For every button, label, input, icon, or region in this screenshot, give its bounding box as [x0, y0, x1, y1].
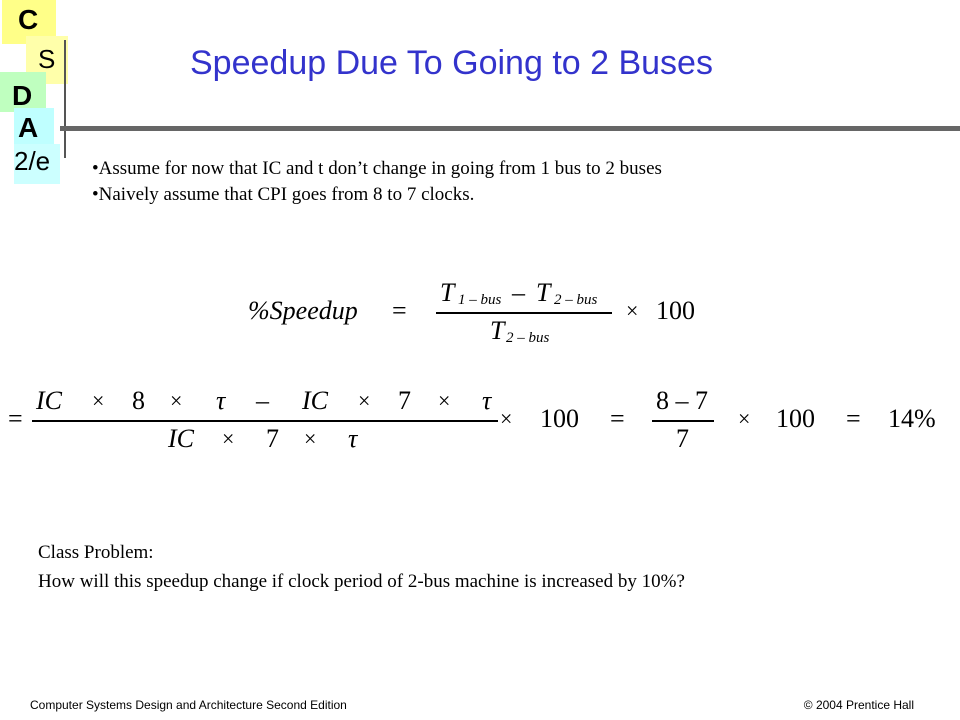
eq2-den-7: 7 [266, 424, 279, 453]
eq2-num-times3: × [358, 388, 371, 413]
eq2-equals: = [8, 404, 23, 433]
eq2-frac-den: 7 [676, 424, 689, 453]
logo-letter-c: C [18, 4, 39, 35]
eq2-frac-num: 8 – 7 [656, 386, 708, 415]
eq2-equals-c: = [846, 404, 861, 433]
eq2-small-fraction-bar [652, 420, 714, 422]
eq2-fraction-bar [32, 420, 498, 422]
eq1-num-sub1: 1 – bus [458, 292, 502, 308]
eq2-num-times1: × [92, 388, 105, 413]
eq1-den-sub: 2 – bus [506, 330, 550, 346]
eq1-fraction-bar [436, 312, 612, 314]
eq1-num-t2: T [536, 278, 551, 307]
eq2-den-ic: IC [168, 424, 194, 453]
class-problem-question: How will this speedup change if clock period of 2-bus machine is increased by 10%? [38, 571, 685, 592]
eq1-hundred: 100 [656, 296, 695, 325]
eq2-num-tau2: τ [482, 386, 492, 415]
eq2-hundred: 100 [540, 404, 579, 433]
eq2-num-times4: × [438, 388, 451, 413]
logo-letter-2e: 2/e [14, 146, 51, 176]
bullet-item: •Naively assume that CPI goes from 8 to 7 clocks. [92, 184, 475, 205]
eq1-num-t1: T [440, 278, 455, 307]
eq1-times: × [626, 298, 639, 323]
class-problem-heading: Class Problem: [38, 542, 154, 563]
bullet-item: •Assume for now that IC and t don’t change in going from 1 bus to 2 buses [92, 158, 662, 179]
footer-right: © 2004 Prentice Hall [803, 698, 914, 712]
eq1-den-t: T [490, 316, 505, 345]
eq2-num-ic1: IC [36, 386, 62, 415]
class-problem [38, 538, 685, 596]
eq2-den-times2: × [304, 426, 317, 451]
title-underline-rule [60, 126, 960, 131]
footer-left: Computer Systems Design and Architecture Second Edition [30, 698, 347, 712]
eq1-equals: = [392, 296, 407, 325]
eq2-times: × [500, 406, 513, 431]
eq2-result: 14% [888, 404, 936, 433]
eq2-num-times2: × [170, 388, 183, 413]
slide-title: Speedup Due To Going to 2 Buses [190, 44, 713, 82]
logo-letter-d: D [12, 80, 33, 111]
eq2-num-ic2: IC [302, 386, 328, 415]
eq2-num-minus: – [256, 386, 269, 415]
eq1-num-minus: – [512, 278, 525, 307]
eq2-num-7: 7 [398, 386, 411, 415]
eq2-den-times1: × [222, 426, 235, 451]
eq2-equals-b: = [610, 404, 625, 433]
logo-vertical-rule [64, 40, 66, 158]
eq2-hundred-b: 100 [776, 404, 815, 433]
eq2-times-b: × [738, 406, 751, 431]
logo-letter-a: A [18, 112, 39, 143]
logo-letter-s: S [38, 44, 56, 74]
bullet-list [92, 156, 662, 208]
eq1-lhs: %Speedup [248, 296, 358, 325]
eq2-num-tau1: τ [216, 386, 226, 415]
eq1-num-sub2: 2 – bus [554, 292, 598, 308]
eq2-num-8: 8 [132, 386, 145, 415]
eq2-den-tau: τ [348, 424, 358, 453]
